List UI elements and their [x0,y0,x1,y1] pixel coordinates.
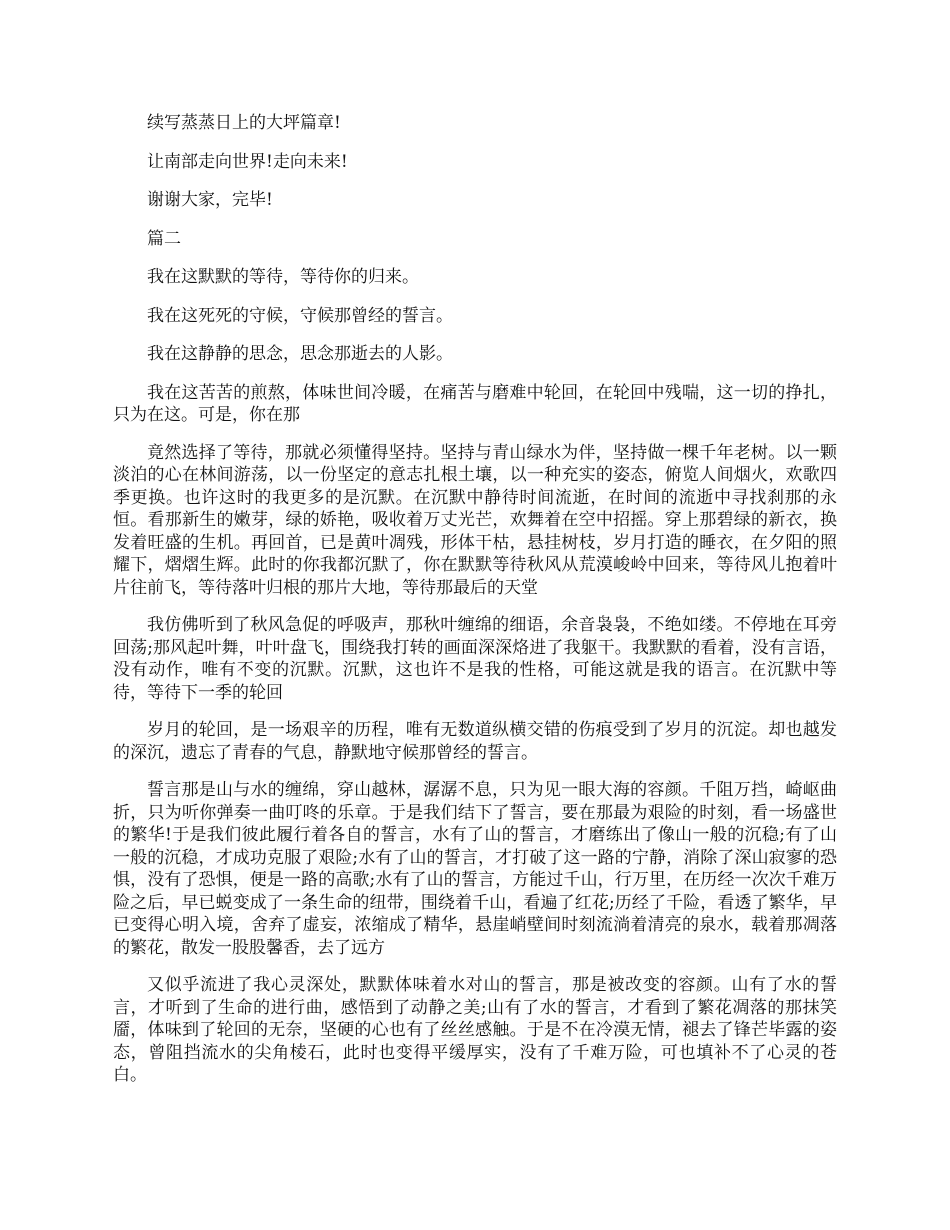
paragraph: 又似乎流进了我心灵深处，默默体味着水对山的誓言，那是被改变的容颜。山有了水的誓言，才听到了生命的进行曲，感悟到了动静之美;山有了水的誓言，才看到了繁花凋落的那抹笑靥，体味到了轮回的无奈，坚硬的心也有了丝丝感触。于是不在冷漠无情，褪去了锋芒毕露的姿态，曾阻挡流水的尖角棱石，此时也变得平缓厚实，没有了千难万险，可也填补不了心灵的苍白。 [113,975,837,1085]
paragraph: 我仿佛听到了秋风急促的呼吸声，那秋叶缠绵的细语，余音袅袅，不绝如缕。不停地在耳旁回荡;那风起叶舞，叶叶盘飞，围绕我打转的画面深深烙进了我躯干。我默默的看着，没有言语，没有动作，唯有不变的沉默。沉默，这也许不是我的性格，可能这就是我的语言。在沉默中等待，等待下一季的轮回 [113,615,837,703]
paragraph: 我在这默默的等待，等待你的归来。 [147,267,419,287]
paragraph: 让南部走向世界!走向未来! [147,151,348,172]
paragraph: 我在这静静的思念，思念那逝去的人影。 [147,344,453,364]
paragraph: 续写蒸蒸日上的大坪篇章! [147,113,341,133]
paragraph: 我在这死死的守候，守候那曾经的誓言。 [147,305,453,326]
document-page [113,112,837,1102]
paragraph: 竟然选择了等待，那就必须懂得坚持。坚持与青山绿水为伴，坚持做一棵千年老树。以一颗淡泊的心在林间游荡，以一份坚定的意志扎根土壤，以一种充实的姿态，俯览人间烟火，欢歌四季更换。也许这时的我更多的是沉默。在沉默中静待时间流逝，在时间的流逝中寻找刹那的永恒。看那新生的嫩芽，绿的娇艳，吸收着万丈光芒，欢舞着在空中招摇。穿上那碧绿的新衣，换发着旺盛的生机。再回首，已是黄叶凋残，形体干枯，悬挂树枝，岁月打造的睡衣，在夕阳的照耀下，熠熠生辉。此时的你我都沉默了，你在默默等待秋风从荒漠峻岭中回来，等待风儿抱着叶片往前飞，等待落叶归根的那片大地，等待那最后的天堂 [113,442,837,598]
paragraph: 岁月的轮回，是一场艰辛的历程，唯有无数道纵横交错的伤痕受到了岁月的沉淀。却也越发的深沉，遗忘了青春的气息，静默地守候那曾经的誓言。 [113,720,837,763]
paragraph: 我在这苦苦的煎熬，体味世间冷暖，在痛苦与磨难中轮回，在轮回中残喘，这一切的挣扎，只为在这。可是，你在那 [113,382,837,425]
paragraph: 谢谢大家，完毕! [147,190,273,210]
paragraph: 誓言那是山与水的缠绵，穿山越林，潺潺不息，只为见一眼大海的容颜。千阻万挡，崎岖曲折，只为听你弹奏一曲叮咚的乐章。于是我们结下了誓言，要在那最为艰险的时刻，看一场盛世的繁华!于是我们彼此履行着各自的誓言，水有了山的誓言，才磨练出了像山一般的沉稳;有了山一般的沉稳，才成功克服了艰险;水有了山的誓言，才打破了这一路的宁静，消除了深山寂寥的恐惧，没有了恐惧，便是一路的高歌;水有了山的誓言，方能过千山，行万里，在历经一次次千难万险之后，早已蜕变成了一条生命的纽带，围绕着千山，看遍了红花;历经了千险，看透了繁华，早已变得心明入境，舍弃了虚妄，浓缩成了精华，悬崖峭壁间时刻流淌着清亮的泉水，载着那凋落的繁花，散发一股股馨香，去了远方 [113,780,837,958]
section-heading: 篇二 [147,228,181,249]
